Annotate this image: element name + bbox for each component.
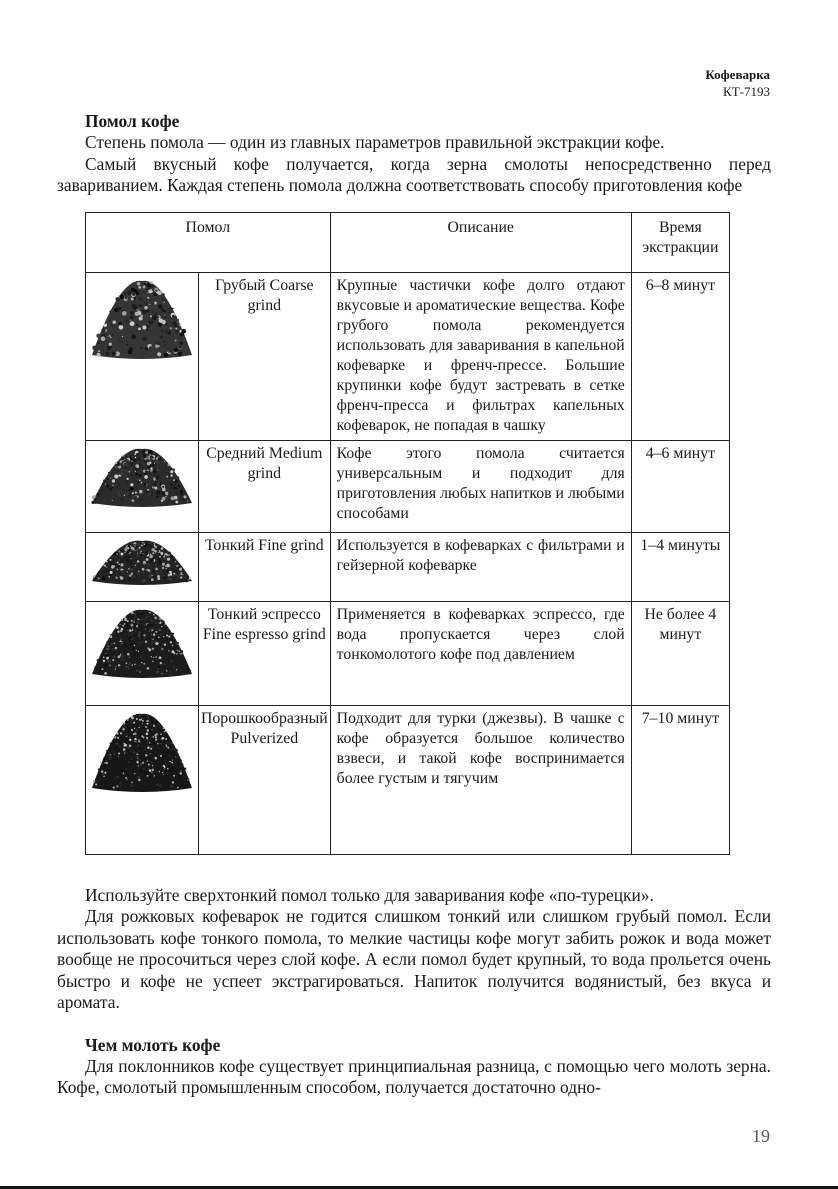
coarse-coffee-image bbox=[86, 273, 198, 363]
grind-description: Используется в кофеварках с фильтрами и гейзерной кофеварке bbox=[330, 532, 631, 601]
table-header-row bbox=[86, 212, 730, 272]
grind-name: Порошкообразный Pulverized bbox=[199, 705, 331, 854]
fine-coffee-image bbox=[86, 533, 198, 589]
table-row bbox=[86, 272, 730, 440]
grind-name: Тонкий эспрессо Fine espresso grind bbox=[199, 601, 331, 705]
table-row bbox=[86, 601, 730, 705]
grind-image-cell bbox=[86, 272, 199, 440]
grind-description: Крупные частички кофе долго отдают вкусовые и ароматические вещества. Кофе грубого помола рекомендуется использовать для заваривания в капельной кофеварке и френч-прессе. Большие крупинки кофе будут застревать в сетке френч-пресса и фильтрах капельных кофеварок, не попадая в чашку bbox=[330, 272, 631, 440]
grind-table bbox=[85, 212, 730, 855]
table-row bbox=[86, 705, 730, 854]
table-row bbox=[86, 532, 730, 601]
medium-coffee-image bbox=[86, 441, 198, 511]
body-paragraph: Для поклонников кофе существует принципиальная разница, с помощью чего молоть зерна. Кофе, смолотый промышленным способом, получается достаточно одно- bbox=[57, 1055, 771, 1097]
grind-description: Подходит для турки (джезвы). В чашке с кофе образуется большое количество взвеси, и такой кофе воспринимается более густым и тягучим bbox=[330, 705, 631, 854]
grind-name: Тонкий Fine grind bbox=[199, 532, 331, 601]
section-title-how-to-grind: Чем молоть кофе bbox=[85, 1034, 221, 1055]
grind-image-cell bbox=[86, 532, 199, 601]
grind-image-cell bbox=[86, 705, 199, 854]
espresso-coffee-image bbox=[86, 602, 198, 682]
header-description: Описание bbox=[330, 212, 631, 272]
page-content bbox=[57, 110, 771, 1099]
grind-name: Грубый Coarse grind bbox=[199, 272, 331, 440]
extraction-time: Не более 4 минут bbox=[631, 601, 729, 705]
grind-description: Применяется в кофеварках эспрессо, где вода пропускается через слой тонкомолотого кофе под давлением bbox=[330, 601, 631, 705]
extraction-time: 7–10 минут bbox=[631, 705, 729, 854]
extraction-time: 1–4 минуты bbox=[631, 532, 729, 601]
section-title-grind: Помол кофе bbox=[85, 111, 180, 131]
header-time: Время экстракции bbox=[631, 212, 729, 272]
page-header bbox=[705, 66, 770, 100]
intro-paragraph: Самый вкусный кофе получается, когда зерна смолоты непосредственно перед завариванием. Каждая степень помола должна соответствовать способу приготовления кофе bbox=[57, 153, 771, 195]
extraction-time: 4–6 минут bbox=[631, 440, 729, 532]
grind-image-cell bbox=[86, 440, 199, 532]
intro-paragraph: Степень помола — один из главных параметров правильной экстракции кофе. bbox=[85, 132, 665, 152]
extraction-time: 6–8 минут bbox=[631, 272, 729, 440]
header-brand: Кофеварка bbox=[705, 67, 770, 82]
table-row bbox=[86, 440, 730, 532]
header-model: КТ-7193 bbox=[723, 84, 770, 99]
grind-name: Средний Medium grind bbox=[199, 440, 331, 532]
grind-description: Кофе этого помола считается универсальным и подходит для приготовления любых напитков и любыми способами bbox=[330, 440, 631, 532]
body-paragraph: Используйте сверхтонкий помол только для заваривания кофе «по-турецки». bbox=[85, 884, 654, 905]
page-number: 19 bbox=[752, 1126, 770, 1146]
grind-image-cell bbox=[86, 601, 199, 705]
pulverized-coffee-image bbox=[86, 706, 198, 796]
header-grind: Помол bbox=[86, 212, 331, 272]
body-paragraph: Для рожковых кофеварок не годится слишком тонкий или слишком грубый помол. Если использовать кофе тонкого помола, то мелкие частицы кофе могут забить рожок и вода может вообще не просочиться через слой кофе. А если помол будет крупный, то вода прольется очень быстро и кофе не успеет экстрагироваться. Напиток получится водянистый, без вкуса и аромата. bbox=[57, 906, 771, 1012]
